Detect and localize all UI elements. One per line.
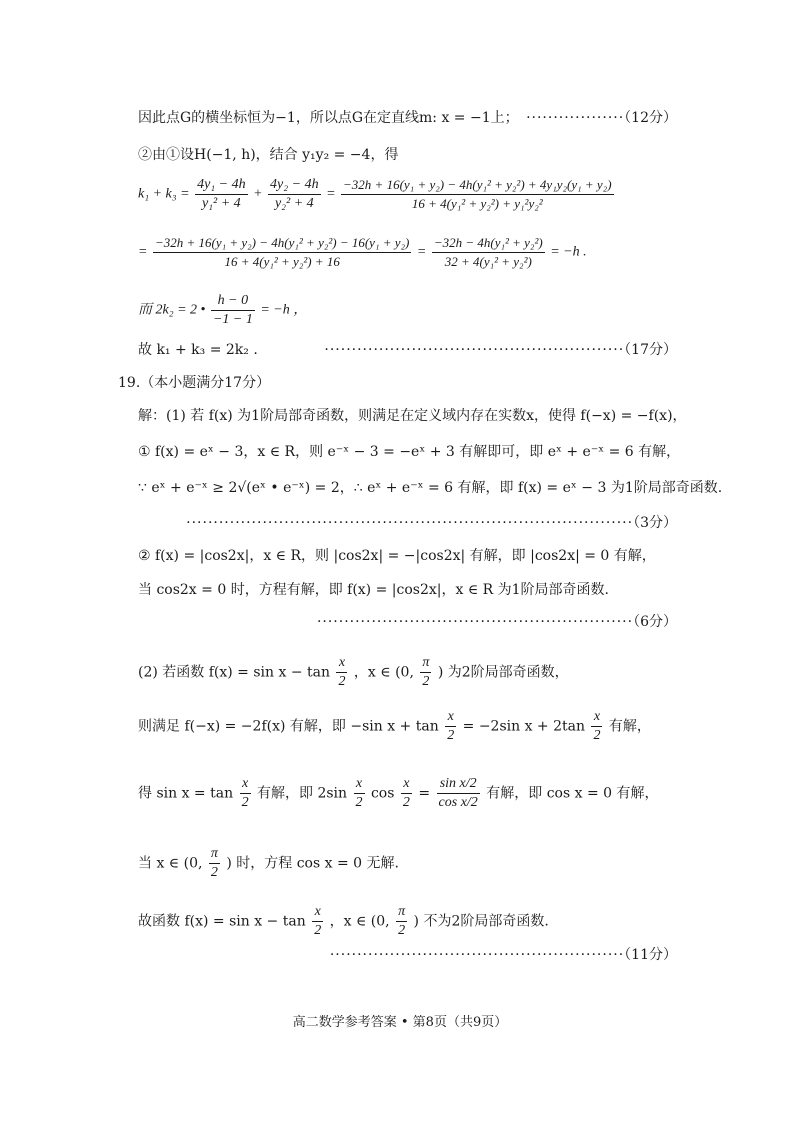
numerator: π [396, 903, 407, 922]
fraction [240, 775, 251, 812]
text: ，x ∈ (0, [329, 913, 390, 930]
answer-part2-no-solution [138, 845, 399, 882]
text: ) 时，方程 cos x = 0 无解. [226, 855, 399, 872]
denominator: y₁² + 4 [201, 196, 241, 211]
numerator: 4y₂ − 4h [268, 176, 321, 195]
text: cos [370, 785, 395, 802]
numerator: x [445, 708, 456, 727]
answer-part1-intro: 解：(1) 若 f(x) 为1阶局部奇函数，则满足在定义域内存在实数x，使得 f(−x) = −f(x)， [138, 408, 687, 424]
question-19-header: 19.（本小题满分17分） [118, 375, 271, 391]
fraction [336, 654, 347, 691]
text: = −2sin x + 2tan [462, 718, 586, 735]
fraction [432, 234, 545, 271]
answer-part2-setup [138, 654, 569, 691]
denominator: cos x/2 [438, 795, 478, 810]
fraction [354, 775, 365, 812]
denominator: −1 − 1 [212, 312, 253, 327]
numerator: x [240, 775, 251, 794]
score-label: （17分） [624, 342, 677, 358]
denominator: 2 [447, 728, 455, 743]
equation-continuation [138, 234, 587, 271]
numerator: −32h + 16(y₁ + y₂) − 4h(y₁² + y₂²) + 4y₁y₂(y₁ + y₂) [341, 176, 614, 195]
numerator: −32h − 4h(y₁² + y₂²) [432, 234, 545, 253]
score-17 [324, 340, 677, 360]
text: 得 sin x = tan [138, 785, 234, 802]
text: 则满足 f(−x) = −2f(x) 有解，即 −sin x + tan [138, 718, 439, 735]
denominator: 32 + 4(y₁² + y₂²) [444, 254, 532, 269]
denominator: 2 [593, 728, 601, 743]
score-label: （6分） [633, 614, 677, 630]
denominator: 16 + 4(y₁² + y₂²) + 16 [224, 254, 340, 269]
numerator: 4y₁ − 4h [195, 176, 248, 195]
fraction [195, 176, 248, 213]
score-11 [330, 945, 677, 965]
denominator: 2 [314, 923, 322, 938]
text: (2) 若函数 f(x) = sin x − tan [138, 664, 331, 681]
h-point-setup: ②由①设H(−1, h)，结合 y₁y₂ = −4，得 [138, 147, 399, 163]
score-12 [526, 108, 677, 128]
score-dots: ·························································· [316, 614, 634, 630]
fraction [591, 708, 602, 745]
page-footer: 高二数学参考答案 • 第8页（共9页） [292, 1015, 508, 1030]
text: ) 为2阶局部奇函数， [437, 664, 569, 681]
score-dots: ······················································· [324, 342, 625, 358]
numerator: x [401, 775, 412, 794]
fraction [268, 176, 321, 213]
numerator: x [312, 903, 323, 922]
score-label: （12分） [624, 110, 677, 126]
fraction [209, 845, 220, 882]
denominator: 2 [402, 795, 410, 810]
numerator: x [336, 654, 347, 673]
eq-tail: = −h ， [260, 302, 308, 318]
numerator: h − 0 [211, 292, 255, 311]
conclusion-k: 故 k₁ + k₃ = 2k₂ . [138, 342, 258, 358]
plus-sign: + [253, 186, 263, 202]
eq-tail: = −h . [550, 244, 587, 260]
score-label: （11分） [624, 947, 677, 963]
equals-sign: = [138, 244, 148, 260]
fraction [312, 903, 323, 940]
fraction [153, 234, 411, 271]
equals-sign: = [416, 244, 427, 260]
fraction [437, 775, 480, 812]
answer-part2-conclusion [138, 903, 549, 940]
fraction [445, 708, 456, 745]
denominator: 2 [398, 923, 406, 938]
score-3 [186, 513, 677, 533]
denominator: 16 + 4(y₁² + y₂²) + y₁²y₂² [411, 196, 543, 211]
fraction [396, 903, 407, 940]
denominator: 2 [338, 674, 346, 689]
answer-part1-case2-conclusion: 当 cos2x = 0 时，方程有解，即 f(x) = |cos2x|，x ∈ R 为1阶局部奇函数. [138, 582, 609, 598]
answer-part1-case2: ② f(x) = |cos2x|，x ∈ R，则 |cos2x| = −|cos2x| 有解，即 |cos2x| = 0 有解， [138, 548, 656, 564]
answer-part2-derivation [138, 775, 659, 812]
numerator: x [354, 775, 365, 794]
denominator: y₂² + 4 [274, 196, 314, 211]
numerator: π [420, 654, 431, 673]
text: 当 x ∈ (0, [138, 855, 203, 872]
fraction [420, 654, 431, 691]
score-label: （3分） [633, 515, 677, 531]
numerator: π [209, 845, 220, 864]
text: 有解， [608, 718, 651, 735]
denominator: 2 [355, 795, 363, 810]
equation-k1-k3 [138, 176, 616, 213]
text: ) 不为2阶局部奇函数. [413, 913, 549, 930]
answer-part2-condition [138, 708, 651, 745]
g-line-statement: 因此点G的横坐标恒为−1，所以点G在定直线m: x = −1上； [138, 110, 519, 126]
equation-2k2 [138, 292, 307, 329]
eq-head: 而 2k₂ = 2 • [138, 302, 206, 318]
text: ，x ∈ (0, [353, 664, 414, 681]
text: 有解，即 2sin [257, 785, 348, 802]
fraction [341, 176, 614, 213]
numerator: sin x/2 [437, 775, 480, 794]
denominator: 2 [210, 865, 218, 880]
score-dots: ·················· [526, 110, 625, 126]
denominator: 2 [422, 674, 430, 689]
denominator: 2 [241, 795, 249, 810]
equals-sign: = [326, 186, 336, 202]
score-dots: ·················································································· [186, 515, 634, 531]
fraction [401, 775, 412, 812]
text: 有解，即 cos x = 0 有解， [486, 785, 659, 802]
numerator: −32h + 16(y₁ + y₂) − 4h(y₁² + y₂²) − 16(y₁ + y₂) [153, 234, 411, 253]
score-dots: ······················································ [329, 947, 625, 963]
answer-part1-case1: ① f(x) = eˣ − 3，x ∈ R，则 e⁻ˣ − 3 = −eˣ + 3 有解即可，即 eˣ + e⁻ˣ = 6 有解， [138, 444, 681, 460]
score-6 [317, 612, 677, 632]
fraction [211, 292, 255, 329]
equals-sign: = [418, 785, 431, 802]
numerator: x [591, 708, 602, 727]
text: 故函数 f(x) = sin x − tan [138, 913, 306, 930]
eq-lhs: k₁ + k₃ = [138, 186, 190, 202]
answer-part1-case1-proof: ∵ eˣ + e⁻ˣ ≥ 2√(eˣ • e⁻ˣ) = 2，∴ eˣ + e⁻ˣ = 6 有解，即 f(x) = eˣ − 3 为1阶局部奇函数. [138, 480, 723, 496]
